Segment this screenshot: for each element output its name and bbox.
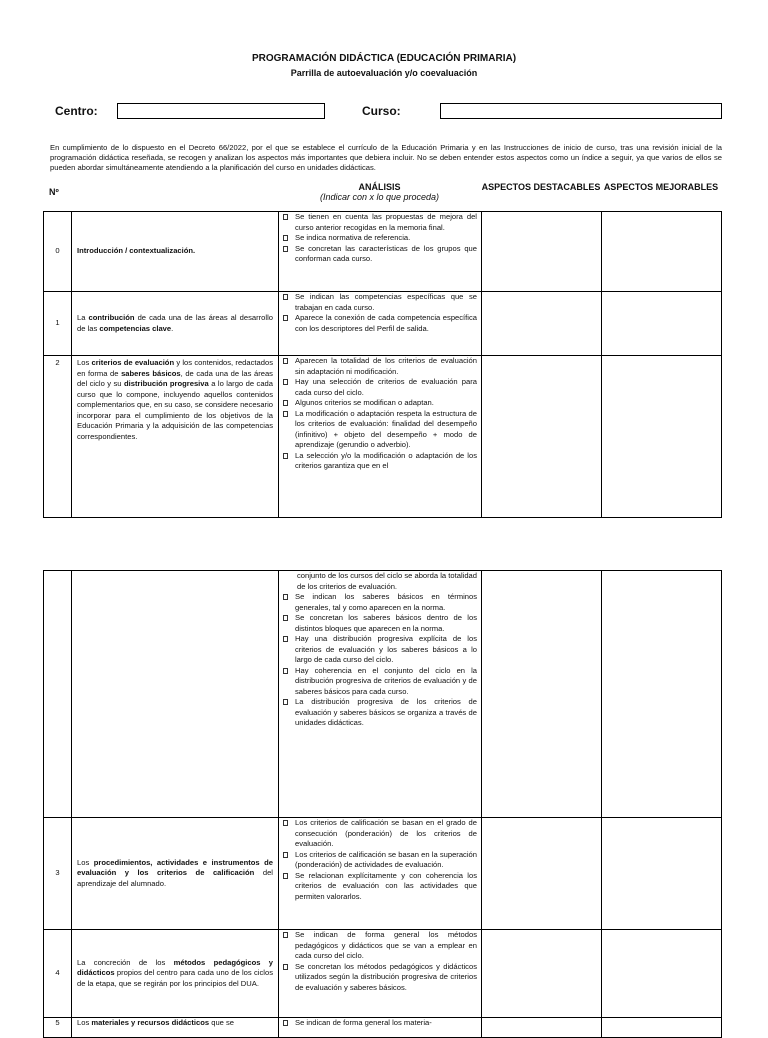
checkbox[interactable] — [283, 453, 288, 459]
checklist-item[interactable]: Algunos criterios se modifican o adaptan. — [282, 398, 477, 409]
centro-field[interactable] — [117, 103, 325, 119]
aspectos-destacables-cell[interactable] — [482, 1018, 602, 1038]
aspectos-destacables-cell[interactable] — [482, 212, 602, 292]
row-number: 3 — [44, 818, 72, 930]
checkbox[interactable] — [283, 964, 288, 970]
checklist-item[interactable]: Hay una selección de criterios de evaluación para cada curso del ciclo. — [282, 377, 477, 398]
analysis-cell — [279, 356, 482, 518]
checklist-item[interactable]: Aparece la conexión de cada competencia específica con los descriptores del Perfil de salida. — [282, 313, 477, 334]
header-analisis — [278, 182, 481, 202]
checkbox[interactable] — [283, 315, 288, 321]
document-subtitle: Parrilla de autoevaluación y/o coevaluación — [290, 68, 478, 78]
checkbox[interactable] — [283, 235, 288, 241]
curso-label: Curso: — [362, 104, 401, 118]
checkbox[interactable] — [283, 636, 288, 642]
row-number: 0 — [44, 212, 72, 292]
checkbox[interactable] — [283, 615, 288, 621]
checklist-item[interactable]: Se indican de forma general los métodos pedagógicos y didácticos que se van a emplear en cada curso del ciclo. — [282, 930, 477, 962]
checklist-item[interactable]: Se tienen en cuenta las propuestas de mejora del curso anterior recogidas en la memoria final. — [282, 212, 477, 233]
header-destacables: ASPECTOS DESTACABLES — [481, 182, 601, 192]
analysis-cell — [279, 930, 482, 1018]
checklist-item[interactable]: Se concretan las características de los grupos que conforman cada curso. — [282, 244, 477, 265]
row-description — [72, 571, 279, 818]
header-analisis-sub: (Indicar con x lo que proceda) — [319, 192, 440, 202]
checklist-item[interactable]: Se indican de forma general los materia- — [282, 1018, 477, 1029]
row-number: 2 — [44, 356, 72, 518]
analysis-cell — [279, 212, 482, 292]
aspectos-mejorables-cell[interactable] — [602, 818, 722, 930]
row-description: Introducción / contextualización. — [72, 212, 279, 292]
row-description: La contribución de cada una de las áreas al desarrollo de las competencias clave. — [72, 292, 279, 356]
checklist-continuation: conjunto de los cursos del ciclo se aborda la totalidad de los criterios de evaluación. — [297, 571, 477, 591]
checkbox[interactable] — [283, 214, 288, 220]
document-title: PROGRAMACIÓN DIDÁCTICA (EDUCACIÓN PRIMARIA) — [251, 53, 517, 64]
row-number: 5 — [44, 1018, 72, 1038]
checkbox[interactable] — [283, 820, 288, 826]
aspectos-mejorables-cell[interactable] — [602, 1018, 722, 1038]
checklist-item[interactable]: Se concretan los métodos pedagógicos y didácticos utilizados según la distribución progresiva de criterios de evaluación y saberes básicos. — [282, 962, 477, 994]
column-headings — [43, 182, 721, 202]
table-row — [44, 930, 722, 1018]
aspectos-destacables-cell[interactable] — [482, 930, 602, 1018]
centro-label: Centro: — [55, 104, 98, 118]
table-row — [44, 571, 722, 818]
analysis-cell — [279, 571, 482, 818]
checklist-item[interactable]: Se concretan los saberes básicos dentro de los distintos bloques que aparecen en la norma. — [282, 613, 477, 634]
aspectos-destacables-cell[interactable] — [482, 356, 602, 518]
checkbox[interactable] — [283, 932, 288, 938]
table-row — [44, 356, 722, 518]
checklist-item[interactable]: Los criterios de calificación se basan en el grado de consecución (ponderación) de los criterios de evaluación. — [282, 818, 477, 850]
table-row — [44, 292, 722, 356]
header-analisis-label: ANÁLISIS — [358, 182, 401, 192]
aspectos-mejorables-cell[interactable] — [602, 356, 722, 518]
evaluation-table-part-2 — [43, 570, 722, 1038]
intro-paragraph: En cumplimiento de lo dispuesto en el Decreto 66/2022, por el que se establece el currículo de la Educación Primaria y en las Instrucciones de inicio de curso, tras una revisión inicial de la programación didáctica reseñada, se recogen y analizan los aspectos más importantes que debiera incluir. No se deben entender estos aspectos como un índice a seguir, ya que varios de ellos se pueden abordar simultáneamente atendiendo a la planificación del curso en unidades didácticas. — [50, 143, 722, 172]
table-row — [44, 1018, 722, 1038]
checklist-item[interactable]: La distribución progresiva de los criterios de evaluación y saberes básicos se organiza a través de unidades didácticas. — [282, 697, 477, 729]
analysis-cell — [279, 1018, 482, 1038]
aspectos-destacables-cell[interactable] — [482, 818, 602, 930]
row-description: Los materiales y recursos didácticos que se — [72, 1018, 279, 1038]
checkbox[interactable] — [283, 294, 288, 300]
checkbox[interactable] — [283, 246, 288, 252]
aspectos-mejorables-cell[interactable] — [602, 930, 722, 1018]
aspectos-mejorables-cell[interactable] — [602, 571, 722, 818]
curso-field[interactable] — [440, 103, 722, 119]
checklist-item[interactable]: Se relacionan explícitamente y con coherencia los criterios de evaluación con las actividades que permiten valorarlos. — [282, 871, 477, 903]
row-number — [44, 571, 72, 818]
evaluation-table-part-1 — [43, 211, 722, 518]
checklist-item[interactable]: Hay una distribución progresiva explícita de los criterios de evaluación y los saberes básicos a lo largo de cada curso del ciclo. — [282, 634, 477, 666]
row-description: Los procedimientos, actividades e instrumentos de evaluación y los criterios de calificación del aprendizaje del alumnado. — [72, 818, 279, 930]
checklist-item[interactable]: Se indica normativa de referencia. — [282, 233, 477, 244]
row-description: Los criterios de evaluación y los contenidos, redactados en forma de saberes básicos, de cada una de las áreas del ciclo y su distribución progresiva a lo largo de cada curso que lo compone, incluyendo aquellos contenidos complementarios que, en su caso, se considere necesario incorporar para el cumplimiento de los objetivos de la Educación Primaria y la adquisición de las competencias correspondientes. — [72, 356, 279, 518]
checkbox[interactable] — [283, 699, 288, 705]
aspectos-destacables-cell[interactable] — [482, 571, 602, 818]
aspectos-mejorables-cell[interactable] — [602, 212, 722, 292]
row-number: 1 — [44, 292, 72, 356]
aspectos-destacables-cell[interactable] — [482, 292, 602, 356]
checklist-item[interactable]: Se indican los saberes básicos en términos generales, tal y como aparecen en la norma. — [282, 592, 477, 613]
analysis-cell — [279, 818, 482, 930]
checkbox[interactable] — [283, 400, 288, 406]
analysis-cell — [279, 292, 482, 356]
checkbox[interactable] — [283, 1020, 288, 1026]
checkbox[interactable] — [283, 379, 288, 385]
aspectos-mejorables-cell[interactable] — [602, 292, 722, 356]
checklist-item[interactable]: Los criterios de calificación se basan en la superación (ponderación) de actividades de evaluación. — [282, 850, 477, 871]
checklist-item[interactable]: Hay coherencia en el conjunto del ciclo en la distribución progresiva de criterios de evaluación y de saberes básicos para cada curso. — [282, 666, 477, 698]
checklist-item[interactable]: La modificación o adaptación respeta la estructura de los criterios de evaluación: finalidad del desempeño (infinitivo) + objeto del desempeño + modo de aprendizaje (gerundio o adverbio). — [282, 409, 477, 451]
checklist-item[interactable]: Se indican las competencias específicas que se trabajan en cada curso. — [282, 292, 477, 313]
row-number: 4 — [44, 930, 72, 1018]
checkbox[interactable] — [283, 358, 288, 364]
checklist-item[interactable]: La selección y/o la modificación o adaptación de los criterios garantiza que en el — [282, 451, 477, 472]
checkbox[interactable] — [283, 668, 288, 674]
row-description: La concreción de los métodos pedagógicos y didácticos propios del centro para cada uno de los ciclos de la etapa, que se regirán por los principios del DUA. — [72, 930, 279, 1018]
header-mejorables: ASPECTOS MEJORABLES — [603, 182, 719, 192]
table-row — [44, 818, 722, 930]
checklist-item[interactable]: Aparecen la totalidad de los criterios de evaluación sin adaptación ni modificación. — [282, 356, 477, 377]
header-num: Nº — [49, 187, 59, 197]
checkbox[interactable] — [283, 873, 288, 879]
checkbox[interactable] — [283, 594, 288, 600]
checkbox[interactable] — [283, 411, 288, 417]
checkbox[interactable] — [283, 852, 288, 858]
table-row — [44, 212, 722, 292]
